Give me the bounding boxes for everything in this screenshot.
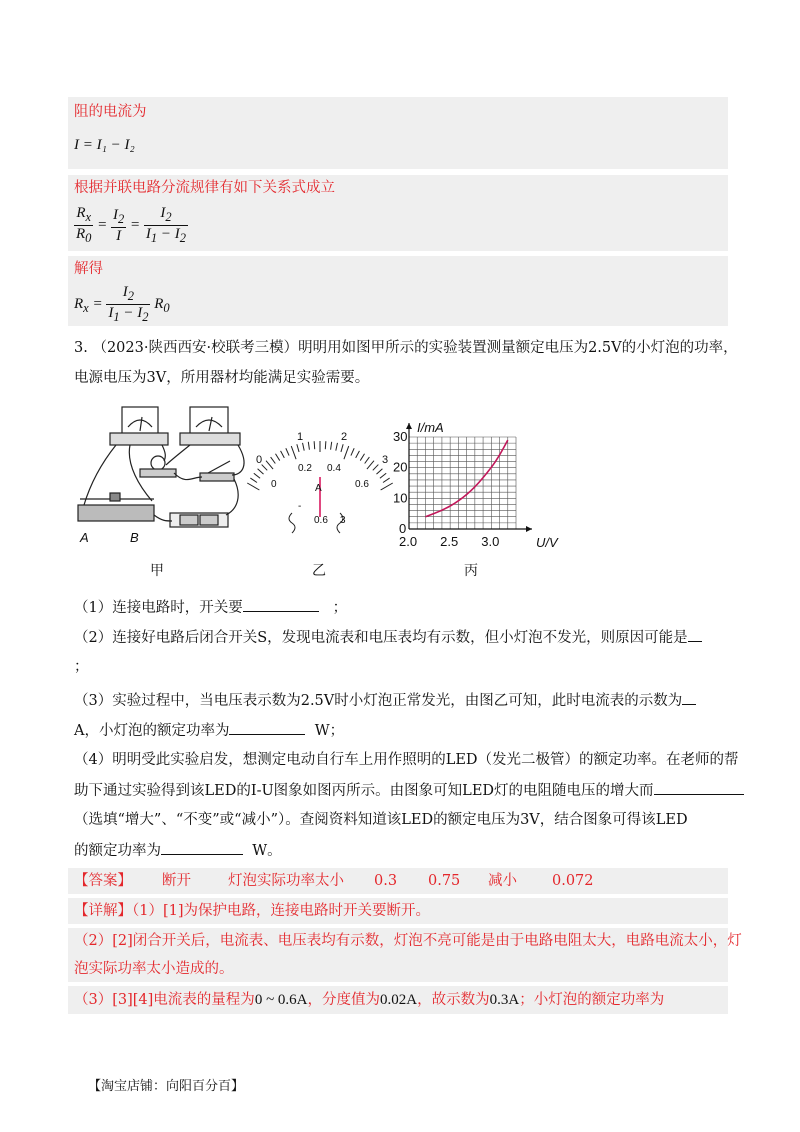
dial-tick-mark — [331, 442, 332, 450]
dial-top-tick: 1 — [297, 431, 304, 443]
footer-store: 【淘宝店铺：向阳百分百】 — [88, 1079, 245, 1094]
dial-tick-mark — [291, 446, 296, 459]
answer-item: 灯泡实际功率太小 — [228, 873, 344, 889]
dial-top-tick: 3 — [382, 454, 389, 466]
sub-question-3a: （3）实验过程中，当电压表示数为2.5V时小灯泡正常发光，由图乙可知，此时电流表的示数为 — [74, 690, 696, 711]
sub-question-1: （1）连接电路时，开关要 ； — [74, 597, 347, 618]
dial-bottom-tick: 0.2 — [298, 463, 312, 474]
solution-line: 阻的电流为 — [74, 104, 147, 120]
dial-tick-mark — [344, 446, 349, 459]
answer-item: 0.072 — [552, 873, 594, 889]
dial-tick-mark — [308, 442, 309, 450]
dial-tick-mark — [325, 441, 326, 449]
graph-ylabel: I/mA — [417, 420, 444, 435]
dial-unit: A — [315, 483, 322, 494]
dial-tick-mark — [275, 454, 279, 461]
rheostat-label-b: B — [130, 530, 139, 545]
answer-item: 断开 — [162, 873, 191, 889]
solution-line: 根据并联电路分流规律有如下关系式成立 — [74, 180, 335, 196]
led-iu-graph — [393, 423, 532, 549]
y-tick-label: 10 — [393, 490, 408, 506]
dial-top-tick: 0 — [256, 454, 263, 466]
answer-item: 0.75 — [428, 873, 461, 889]
y-tick-label: 0 — [399, 521, 407, 536]
dial-tick-mark — [367, 461, 374, 469]
dial-tick-mark — [381, 483, 393, 490]
dial-tick-mark — [360, 454, 364, 461]
answer-item: 0.3 — [374, 873, 398, 889]
solution-block-2 — [68, 175, 728, 251]
terminal-label: 3 — [340, 515, 346, 526]
equation-current: I = I₁ − I₂ — [74, 137, 135, 153]
answer-row — [68, 868, 728, 894]
terminal-wire-icon — [289, 513, 295, 533]
dial-tick-mark — [262, 465, 268, 471]
sub-question-4d: 的额定功率为 W。 — [74, 840, 282, 861]
dial-tick-mark — [281, 451, 285, 458]
figure-label-jia: 甲 — [150, 562, 164, 578]
figure-label-yi: 乙 — [312, 562, 326, 578]
dial-tick-mark — [336, 443, 338, 451]
sub-question-3b: A，小灯泡的额定功率为 W； — [74, 720, 344, 741]
y-tick-label: 20 — [393, 459, 408, 475]
detail-line-2b: 泡实际功率太小造成的。 — [74, 961, 234, 977]
dial-tick-mark — [365, 457, 370, 463]
answer-tag: 【答案】 — [74, 873, 132, 889]
sub-question-4a: （4）明明受此实验启发，想测定电动自行车上用作照明的LED（发光二极管）的额定功率。在老师的帮 — [74, 752, 739, 768]
dial-tick-mark — [258, 469, 264, 474]
dial-tick-mark — [247, 483, 259, 490]
dial-tick-mark — [376, 469, 382, 474]
x-axis-arrow-icon — [526, 526, 532, 532]
dial-tick-mark — [314, 441, 315, 449]
sub-question-2-end: ； — [74, 659, 89, 675]
sub-question-4c: （选填“增大”、“不变”或“减小”）。查阅资料知道该LED的额定电压为3V，结合图象可得该LED — [74, 812, 688, 828]
terminal-label: 0.6 — [314, 515, 328, 526]
terminal-label: - — [298, 501, 302, 512]
x-tick-label: 2.0 — [399, 534, 418, 549]
detail-row-3 — [68, 986, 728, 1014]
dial-tick-mark — [266, 461, 273, 469]
figure-label-bing: 丙 — [464, 562, 478, 578]
solution-block-3 — [68, 256, 728, 326]
dial-tick-mark — [286, 448, 289, 455]
x-tick-label: 2.5 — [440, 534, 459, 549]
equation-result: $R_x$ = $\frac{I_2}{I_1 - I_2}$ $R_0$ — [74, 284, 170, 324]
rheostat-label-a: A — [80, 530, 89, 545]
sub-question-2: （2）连接好电路后闭合开关S，发现电流表和电压表均有示数，但小灯泡不发光，则原因可能是 — [74, 627, 702, 648]
answer-item: 减小 — [488, 873, 517, 889]
dial-top-tick: 2 — [341, 431, 348, 443]
detail-line-2a: （2）[2]闭合开关后，电流表、电压表均有示数，灯泡不亮可能是由于电路电阻太大，电路电流太小，灯 — [74, 933, 742, 949]
equation-ratio: $\frac{R_x}{R_0}$ = $\frac{I_2}{I}$ = $\frac{I_2}{I_1 - I_2}$ — [76, 205, 187, 245]
apparatus-figure — [78, 407, 244, 527]
question-stem-line-1: 3. （2023·陕西西安·校联考三模）明明用如图甲所示的实验装置测量额定电压为2.5V的小灯泡的功率， — [74, 340, 738, 356]
dial-tick-mark — [356, 451, 360, 458]
sub-question-4b: 助下通过实验得到该LED的I-U图象如图丙所示。由图象可知LED灯的电阻随电压的增大而 — [74, 780, 744, 801]
question-stem-line-2: 电源电压为3V，所用器材均能满足实验需要。 — [74, 370, 370, 386]
dial-bottom-tick: 0 — [271, 479, 277, 490]
dial-tick-mark — [271, 457, 276, 463]
dial-tick-mark — [341, 444, 343, 452]
dial-tick-mark — [303, 443, 305, 451]
dial-tick-mark — [250, 478, 257, 482]
dial-bottom-tick: 0.6 — [355, 479, 369, 490]
detail-tag: 【详解】 — [74, 903, 132, 919]
solution-block-1 — [68, 97, 728, 169]
dial-tick-mark — [383, 478, 390, 482]
dial-tick-mark — [254, 473, 260, 478]
dial-tick-mark — [297, 444, 299, 452]
figures — [70, 405, 570, 580]
dial-tick-mark — [373, 465, 379, 471]
detail-row-2 — [68, 928, 742, 982]
dial-tick-mark — [351, 448, 354, 455]
y-tick-label: 30 — [393, 429, 408, 444]
detail-line-1: 【详解】（1）[1]为保护电路，连接电路时开关要断开。 — [74, 903, 431, 919]
dial-bottom-tick: 0.4 — [327, 463, 341, 474]
x-tick-label: 3.0 — [481, 534, 500, 549]
dial-tick-mark — [380, 473, 386, 478]
detail-line-3: （3）[3][4]电流表的量程为0 ~ 0.6A，分度值为0.02A，故示数为0.3A；小灯泡的额定功率为 — [74, 992, 665, 1008]
detail-row-1 — [68, 898, 728, 924]
solution-line: 解得 — [74, 261, 103, 277]
graph-xlabel: U/V — [536, 535, 558, 550]
